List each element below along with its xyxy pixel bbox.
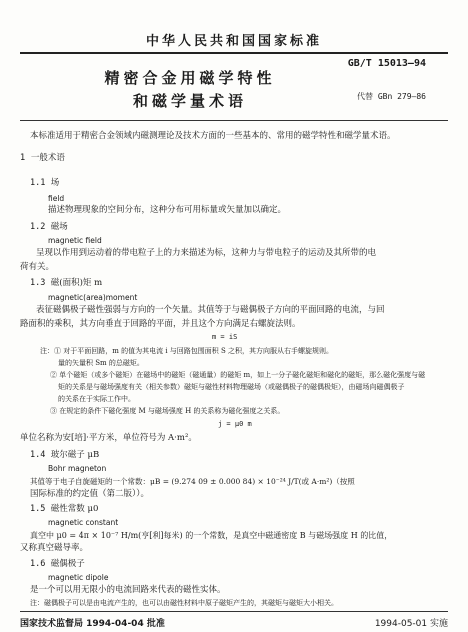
term-cn: 磁偶极子 — [50, 559, 85, 569]
term-heading — [30, 178, 59, 189]
term-heading — [30, 278, 102, 289]
term-heading — [30, 222, 68, 233]
term-number: 1.1 — [30, 178, 46, 188]
formula-moment: m = iS — [212, 333, 238, 341]
term-number: 1.4 — [30, 450, 46, 460]
term-cn: 磁(面积)矩 m — [50, 278, 103, 288]
term-cn: 玻尔磁子 μB — [50, 450, 100, 460]
replaces-note: 代替 GBn 279—86 — [357, 92, 426, 101]
term-definition-cont: 国际标准的约定值（第二版））。 — [30, 489, 150, 499]
formula-dipole: j = μ0 m — [218, 420, 252, 428]
implementation-date: 1994-05-01 实施 — [374, 619, 448, 629]
term-number: 1.6 — [30, 559, 46, 569]
term-definition-cont: 荷有关。 — [20, 262, 55, 272]
term-definition: 表征磁偶极子磁性强弱与方向的一个矢量。其值等于与磁偶极子方向的平面回路的电流，与回 — [36, 305, 385, 315]
document-title-line1: 精密合金用磁学特性 — [104, 69, 276, 87]
term-en: magnetic dipole — [48, 573, 109, 582]
note-line: 注：① 对于平面回路，m 的值为其电流 i 与回路包围面积 S 之积，其方向服从右手螺旋规则。 — [40, 347, 334, 355]
term-note: 注：磁偶极子可以是由电流产生的，也可以由磁性材料中原子磁矩产生的，其磁矩与磁矩大小相关。 — [30, 599, 338, 607]
term-cn: 场 — [50, 178, 60, 188]
note-line: 的关系在于实际工作中。 — [58, 395, 135, 403]
term-cn: 磁场 — [50, 222, 68, 232]
term-definition: 真空中 μ0 = 4π × 10⁻⁷ H/m(亨[利]每米) 的一个常数，是真空中磁通密度 B 与磁场强度 H 的比值， — [30, 531, 393, 540]
section-1-heading — [20, 153, 65, 164]
term-en: field — [48, 194, 65, 203]
term-en: magnetic(area)moment — [48, 293, 138, 302]
document-title-line2: 和磁学量术语 — [132, 92, 247, 110]
header-rule-bottom — [20, 120, 448, 121]
term-definition-cont: 又称真空磁导率。 — [20, 543, 89, 553]
note-line: ② 单个磁矩（或多个磁矩）在磁场中的磁矩（磁通量）的磁矩 m，如上一分子磁化磁矩和磁化的磁矩，那么磁化强度与磁 — [50, 371, 426, 379]
term-definition: 是一个可以用无限小的电流回路来代表的磁性实体。 — [30, 585, 226, 595]
unit-statement: 单位名称为安[培]·平方米，单位符号为 A·m²。 — [20, 433, 197, 443]
term-definition: 其值等于电子自旋磁矩的一个常数：μB = (9.274 09 ± 0.000 84) × 10⁻²⁴ J/T(或 A·m²)（按照 — [30, 477, 355, 486]
term-definition: 呈现以作用到运动着的带电粒子上的力来描述为标，这种力与带电粒子的运动及其所带的电 — [36, 248, 377, 258]
term-en: Bohr magneton — [48, 464, 107, 473]
term-en: magnetic constant — [48, 518, 119, 527]
note-line: ③ 在规定的条件下磁化强度 M 与磁场强度 H 的关系称为磁化强度之关系。 — [50, 407, 285, 415]
note-line: 矩的关系是与磁场强度有关（相关参数）磁矩与磁性材料物理磁场（或磁偶极子的磁偶极矩），由磁场向磁偶极子 — [58, 383, 405, 391]
header-rule-top — [20, 52, 448, 54]
intro-paragraph: 本标准适用于精密合金领域内磁测理论及技术方面的一些基本的、常用的磁学特性和磁学量术语。 — [30, 131, 396, 141]
term-definition: 描述物理现象的空间分布，这种分布可用标量或矢量加以确定。 — [48, 205, 287, 215]
term-en: magnetic field — [48, 236, 102, 245]
section-number: 1 — [20, 153, 26, 163]
term-heading — [30, 504, 98, 515]
term-heading — [30, 450, 99, 461]
note-line: 量的矢量积 Sm 的总磁矩。 — [58, 359, 144, 367]
term-definition-cont: 路面积的乘积，其方向垂直于回路的平面，并且这个方向满足右螺旋法则。 — [20, 319, 301, 329]
term-heading — [30, 559, 85, 570]
footer-rule — [20, 611, 448, 612]
standard-org-header: 中华人民共和国国家标准 — [145, 34, 322, 49]
term-number: 1.5 — [30, 504, 46, 514]
issued-by: 国家技术监督局 1994-04-04 批准 — [20, 619, 165, 629]
section-title: 一般术语 — [30, 153, 65, 163]
term-cn: 磁性常数 μ0 — [50, 504, 99, 514]
term-number: 1.3 — [30, 278, 46, 288]
standard-code: GB/T 15013—94 — [347, 58, 426, 69]
term-number: 1.2 — [30, 222, 46, 232]
